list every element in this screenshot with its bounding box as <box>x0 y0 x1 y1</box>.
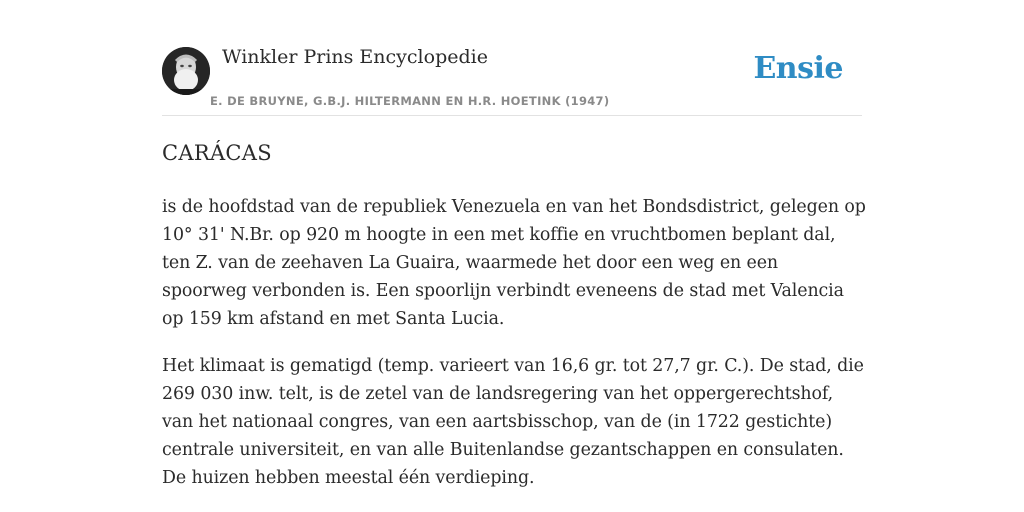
entry-paragraph: Het klimaat is gematigd (temp. varieert van 16,6 gr. tot 27,7 gr. C.). De stad, die 269 030 inw. telt, is de zetel van de landsregering van het oppergerechtshof, van het nationaal congres, van een aartsbisschop, van de (in 1722 gestichte) centrale universiteit, en van alle Buitenlandse gezantschappen en consulaten. De huizen hebben meestal één verdieping. <box>162 356 864 488</box>
book-authors: E. DE BRUYNE, G.B.J. HILTERMANN EN H.R. HOETINK (1947) <box>210 94 610 108</box>
header <box>162 0 862 116</box>
entry-body <box>162 193 866 511</box>
page <box>162 0 866 512</box>
entry-paragraph: is de hoofdstad van de republiek Venezuela en van het Bondsdistrict, gelegen op 10° 31' N.Br. op 920 m hoogte in een met koffie en vruchtbomen beplant dal, ten Z. van de zeehaven La Guaira, waarmede het door een weg en een spoorweg verbonden is. Een spoorlijn verbindt eveneens de stad met Valencia op 159 km afstand en met Santa Lucia. <box>162 197 866 329</box>
entry-title: CARÁCAS <box>162 141 272 165</box>
author-portrait-icon[interactable] <box>162 47 210 95</box>
ensie-logo[interactable]: Ensie <box>753 51 843 86</box>
book-title[interactable]: Winkler Prins Encyclopedie <box>222 46 488 68</box>
